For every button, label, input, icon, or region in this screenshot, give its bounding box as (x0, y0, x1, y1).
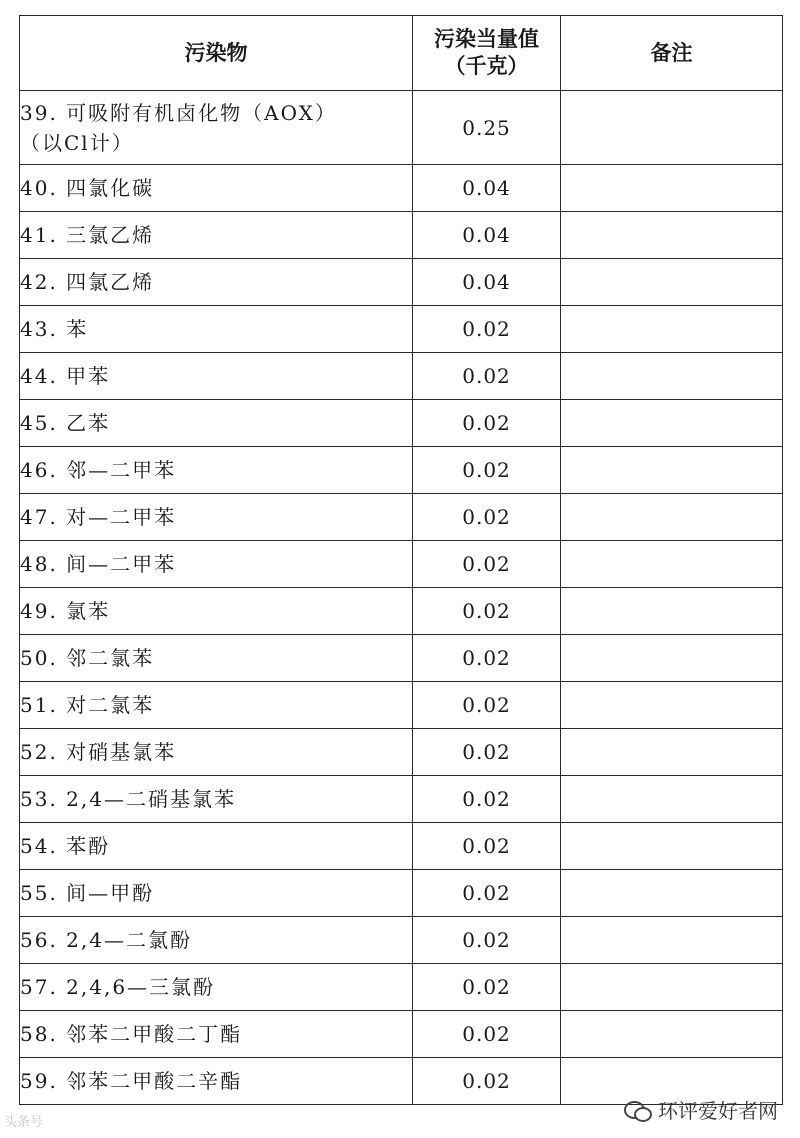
pollutant-name-cell: 52. 对硝基氯苯 (20, 729, 413, 776)
equivalent-value-cell: 0.02 (413, 447, 561, 494)
wechat-icon (624, 1099, 652, 1121)
header-equivalent-value (413, 16, 561, 91)
pollutant-name-cell: 46. 邻—二甲苯 (20, 447, 413, 494)
pollutant-name-cell: 55. 间—甲酚 (20, 870, 413, 917)
equivalent-value-cell: 0.02 (413, 400, 561, 447)
table-row (20, 259, 783, 306)
table-row (20, 1011, 783, 1058)
pollutant-name-cell: 59. 邻苯二甲酸二辛酯 (20, 1058, 413, 1105)
remarks-cell (561, 682, 783, 729)
pollutant-name-cell: 45. 乙苯 (20, 400, 413, 447)
pollutant-name-cell: 58. 邻苯二甲酸二丁酯 (20, 1011, 413, 1058)
table-row (20, 823, 783, 870)
table-body (20, 91, 783, 1105)
remarks-cell (561, 1011, 783, 1058)
table-row (20, 306, 783, 353)
pollutant-name-cell: 53. 2,4—二硝基氯苯 (20, 776, 413, 823)
table-row (20, 870, 783, 917)
equivalent-value-cell: 0.02 (413, 776, 561, 823)
header-remarks: 备注 (561, 16, 783, 91)
remarks-cell (561, 447, 783, 494)
equivalent-value-cell: 0.04 (413, 165, 561, 212)
pollutant-name-cell: 50. 邻二氯苯 (20, 635, 413, 682)
equivalent-value-cell: 0.04 (413, 212, 561, 259)
watermark-right (624, 1095, 778, 1124)
remarks-cell (561, 870, 783, 917)
equivalent-value-cell: 0.02 (413, 353, 561, 400)
table-header-row (20, 16, 783, 91)
pollutant-name-cell: 42. 四氯乙烯 (20, 259, 413, 306)
remarks-cell (561, 306, 783, 353)
pollutant-name-cell: 47. 对—二甲苯 (20, 494, 413, 541)
pollutant-name-cell: 44. 甲苯 (20, 353, 413, 400)
remarks-cell (561, 165, 783, 212)
equivalent-value-cell: 0.02 (413, 870, 561, 917)
header-equivalent-value-text: 污染当量值 （千克） (434, 27, 539, 78)
pollutant-name-cell: 57. 2,4,6—三氯酚 (20, 964, 413, 1011)
equivalent-value-cell: 0.02 (413, 964, 561, 1011)
equivalent-value-cell: 0.02 (413, 494, 561, 541)
remarks-cell (561, 259, 783, 306)
pollutant-name-cell: 54. 苯酚 (20, 823, 413, 870)
remarks-cell (561, 917, 783, 964)
pollutant-name-cell: 51. 对二氯苯 (20, 682, 413, 729)
table-row (20, 212, 783, 259)
remarks-cell (561, 635, 783, 682)
table-row (20, 541, 783, 588)
equivalent-value-cell: 0.02 (413, 823, 561, 870)
table-row (20, 917, 783, 964)
equivalent-value-cell: 0.02 (413, 541, 561, 588)
table-row (20, 400, 783, 447)
table-row (20, 165, 783, 212)
table-row (20, 494, 783, 541)
remarks-cell (561, 91, 783, 165)
remarks-cell (561, 776, 783, 823)
remarks-cell (561, 212, 783, 259)
equivalent-value-cell: 0.04 (413, 259, 561, 306)
equivalent-value-cell: 0.02 (413, 917, 561, 964)
pollutant-equivalent-table (19, 15, 783, 1105)
pollutant-name-cell: 40. 四氯化碳 (20, 165, 413, 212)
equivalent-value-cell: 0.02 (413, 635, 561, 682)
watermark-left: 头条号 (4, 1115, 44, 1130)
pollutant-name-cell: 41. 三氯乙烯 (20, 212, 413, 259)
remarks-cell (561, 588, 783, 635)
equivalent-value-cell: 0.02 (413, 1011, 561, 1058)
table-row (20, 353, 783, 400)
header-pollutant: 污染物 (20, 16, 413, 91)
equivalent-value-cell: 0.25 (413, 91, 561, 165)
table-row (20, 729, 783, 776)
pollutant-name-cell: 39. 可吸附有机卤化物（AOX） （以Cl计） (20, 91, 413, 165)
remarks-cell (561, 494, 783, 541)
equivalent-value-cell: 0.02 (413, 306, 561, 353)
pollutant-name-cell: 43. 苯 (20, 306, 413, 353)
table-row (20, 776, 783, 823)
equivalent-value-cell: 0.02 (413, 729, 561, 776)
table-row (20, 447, 783, 494)
remarks-cell (561, 964, 783, 1011)
pollutant-name-cell: 49. 氯苯 (20, 588, 413, 635)
remarks-cell (561, 400, 783, 447)
equivalent-value-cell: 0.02 (413, 1058, 561, 1105)
pollutant-name-cell: 56. 2,4—二氯酚 (20, 917, 413, 964)
remarks-cell (561, 541, 783, 588)
remarks-cell (561, 729, 783, 776)
watermark-text: 环评爱好者网 (658, 1099, 778, 1123)
remarks-cell (561, 353, 783, 400)
pollutant-name-cell: 48. 间—二甲苯 (20, 541, 413, 588)
equivalent-value-cell: 0.02 (413, 682, 561, 729)
table-row (20, 682, 783, 729)
table-row (20, 588, 783, 635)
table-row (20, 91, 783, 165)
table-row (20, 635, 783, 682)
table-row (20, 964, 783, 1011)
equivalent-value-cell: 0.02 (413, 588, 561, 635)
remarks-cell (561, 823, 783, 870)
